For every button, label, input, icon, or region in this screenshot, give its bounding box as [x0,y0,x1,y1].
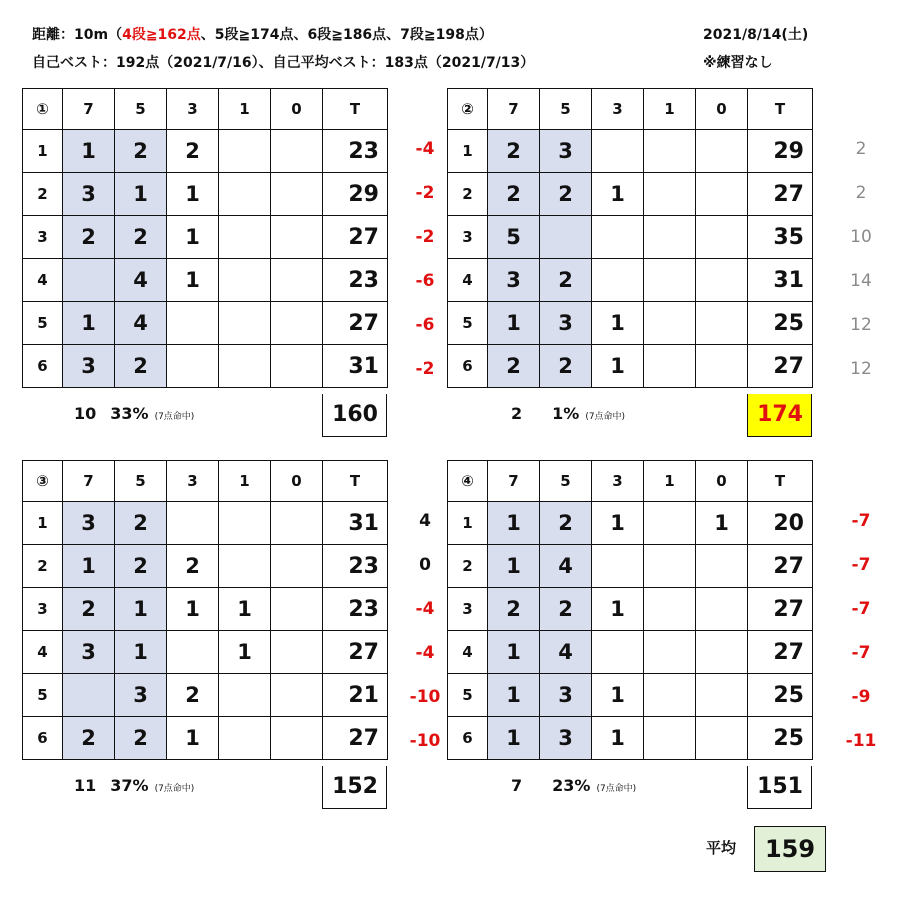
score-cell [696,216,748,259]
round-difference: 12 [850,315,872,335]
table-row [23,588,388,631]
row-total: 27 [748,588,813,631]
score-cell: 5 [488,216,540,259]
score-cell: 4 [115,259,167,302]
round-difference: -7 [851,555,871,575]
score-cell: 1 [696,502,748,545]
header-row [23,89,388,130]
column-header: 1 [219,461,271,502]
round-difference: 0 [419,555,431,575]
hit-note: (7点命中) [585,412,626,422]
score-cell: 1 [115,631,167,674]
row-total: 27 [323,216,388,259]
row-total: 31 [323,502,388,545]
score-cell: 1 [488,502,540,545]
round-difference: -2 [415,227,435,247]
score-cell [167,502,219,545]
score-cell [219,130,271,173]
hit-note: (7点命中) [154,412,195,422]
row-number: 4 [448,259,488,302]
score-cell: 2 [115,502,167,545]
row-number: 3 [23,588,63,631]
column-header: 3 [592,89,644,130]
score-cell [271,345,323,388]
session-total: 160 [322,394,387,437]
score-cell: 1 [115,588,167,631]
score-cell [167,345,219,388]
score-cell: 1 [592,345,644,388]
score-cell: 1 [63,302,115,345]
table-row [23,130,388,173]
score-cell [644,502,696,545]
score-cell: 2 [540,173,592,216]
score-table-3 [22,460,388,760]
score-cell [644,345,696,388]
column-header: 5 [115,89,167,130]
round-difference: 2 [855,183,867,203]
score-cell [167,631,219,674]
row-total: 27 [748,545,813,588]
row-total: 27 [748,631,813,674]
score-cell [644,545,696,588]
score-cell: 1 [63,130,115,173]
row-number: 3 [448,216,488,259]
round-difference: -4 [415,599,435,619]
round-difference: 4 [419,511,431,531]
score-cell: 3 [63,502,115,545]
table-row [448,588,813,631]
round-difference: -7 [851,643,871,663]
score-cell [271,259,323,302]
score-cell: 1 [488,717,540,760]
score-cell: 3 [63,173,115,216]
row-total: 27 [323,717,388,760]
score-cell: 4 [540,545,592,588]
score-cell [219,216,271,259]
score-cell: 2 [167,545,219,588]
score-cell [219,302,271,345]
score-cell [271,588,323,631]
column-header: 7 [488,461,540,502]
session-label: ③ [23,461,63,502]
row-number: 6 [23,717,63,760]
round-difference: -7 [851,599,871,619]
round-difference: -4 [415,139,435,159]
table-row [448,216,813,259]
table-row [448,130,813,173]
round-difference: -4 [415,643,435,663]
score-cell [271,502,323,545]
column-header: 5 [540,461,592,502]
score-cell [219,674,271,717]
row-number: 5 [23,674,63,717]
row-total: 23 [323,588,388,631]
score-cell: 2 [115,216,167,259]
hit-count: 2 [511,404,523,423]
round-difference: -10 [409,687,441,707]
session-total: 152 [322,766,387,809]
score-cell: 3 [540,674,592,717]
score-cell: 1 [592,302,644,345]
score-cell [271,717,323,760]
score-cell [167,302,219,345]
score-cell [696,588,748,631]
row-number: 6 [23,345,63,388]
score-cell: 2 [488,173,540,216]
score-cell [219,345,271,388]
round-difference: -10 [409,731,441,751]
column-header: 7 [488,89,540,130]
row-total: 27 [323,631,388,674]
score-cell [271,631,323,674]
score-cell: 3 [540,302,592,345]
column-header: 5 [115,461,167,502]
table-row [23,173,388,216]
table-row [23,631,388,674]
score-cell [696,631,748,674]
score-cell [592,259,644,302]
score-cell: 1 [63,545,115,588]
session-label: ① [23,89,63,130]
hit-percent: 37% [110,776,149,795]
hit-count: 10 [74,404,97,423]
score-cell [219,259,271,302]
score-cell [696,130,748,173]
score-cell [644,302,696,345]
hit-summary [511,776,636,795]
table-row [23,717,388,760]
row-total: 27 [323,302,388,345]
score-cell [219,502,271,545]
score-cell: 2 [63,717,115,760]
rank4-threshold: 4段≧162点 [122,27,201,43]
hit-summary [74,776,194,795]
column-header: 0 [271,461,323,502]
score-cell [271,545,323,588]
table-row [448,717,813,760]
score-cell: 2 [167,674,219,717]
score-cell: 1 [488,674,540,717]
score-cell [592,216,644,259]
table-row [448,631,813,674]
row-number: 3 [23,216,63,259]
round-difference: 14 [850,271,872,291]
score-cell [644,631,696,674]
hit-note: (7点命中) [596,784,637,794]
row-total: 23 [323,545,388,588]
score-cell: 2 [115,717,167,760]
score-cell: 2 [540,259,592,302]
score-cell [644,216,696,259]
score-cell: 2 [115,130,167,173]
personal-best-line: 自己ベスト：192点（2021/7/16）、自己平均ベスト：183点（2021/7/13） [32,55,535,71]
column-header: 7 [63,461,115,502]
round-difference: 10 [850,227,872,247]
row-number: 6 [448,717,488,760]
row-total: 27 [748,173,813,216]
hit-percent: 1% [552,404,580,423]
header-row [23,461,388,502]
score-cell: 4 [115,302,167,345]
score-cell [271,173,323,216]
row-number: 4 [23,259,63,302]
score-cell [271,302,323,345]
score-cell [644,130,696,173]
score-cell: 2 [63,588,115,631]
header-row [448,89,813,130]
row-number: 5 [23,302,63,345]
column-header: T [323,461,388,502]
average-label: 平均 [706,839,737,857]
row-number: 3 [448,588,488,631]
score-cell: 1 [592,588,644,631]
row-number: 4 [23,631,63,674]
column-header: 3 [167,89,219,130]
score-cell: 2 [167,130,219,173]
score-cell [696,545,748,588]
table-row [448,173,813,216]
column-header: T [748,89,813,130]
session-label: ② [448,89,488,130]
score-cell: 2 [488,588,540,631]
score-cell [271,130,323,173]
row-number: 5 [448,674,488,717]
header-row [448,461,813,502]
column-header: 1 [644,89,696,130]
row-total: 25 [748,674,813,717]
table-row [448,259,813,302]
score-cell: 2 [63,216,115,259]
round-difference: 12 [850,359,872,379]
score-cell [592,545,644,588]
score-cell [696,674,748,717]
column-header: T [323,89,388,130]
score-cell [592,130,644,173]
score-cell [696,173,748,216]
row-total: 31 [323,345,388,388]
score-cell [271,674,323,717]
row-total: 21 [323,674,388,717]
row-total: 29 [748,130,813,173]
row-number: 1 [448,130,488,173]
round-difference: -9 [851,687,871,707]
hit-summary [74,404,194,423]
row-total: 23 [323,259,388,302]
score-cell: 2 [540,345,592,388]
row-number: 1 [23,502,63,545]
score-cell: 1 [219,588,271,631]
score-cell: 1 [488,545,540,588]
session-total: 151 [747,766,812,809]
row-total: 20 [748,502,813,545]
date: 2021/8/14(土) [703,27,809,43]
table-row [448,674,813,717]
score-cell: 2 [540,588,592,631]
table-row [23,502,388,545]
score-cell [592,631,644,674]
row-number: 4 [448,631,488,674]
score-cell: 3 [540,717,592,760]
score-cell [696,345,748,388]
table-row [448,545,813,588]
hit-count: 7 [511,776,523,795]
score-cell: 3 [115,674,167,717]
session-label: ④ [448,461,488,502]
column-header: 3 [167,461,219,502]
table-row [23,545,388,588]
score-cell: 4 [540,631,592,674]
score-cell: 1 [592,502,644,545]
row-total: 23 [323,130,388,173]
column-header: T [748,461,813,502]
row-total: 29 [323,173,388,216]
score-cell: 1 [592,674,644,717]
hit-percent: 23% [552,776,591,795]
score-cell: 1 [167,216,219,259]
score-cell: 3 [63,345,115,388]
score-cell: 1 [167,588,219,631]
round-difference: -2 [415,359,435,379]
round-difference: -2 [415,183,435,203]
round-difference: 2 [855,139,867,159]
row-total: 27 [748,345,813,388]
column-header: 1 [644,461,696,502]
hit-note: (7点命中) [154,784,195,794]
score-cell: 3 [540,130,592,173]
score-cell [696,717,748,760]
round-difference: -6 [415,315,435,335]
table-row [23,345,388,388]
table-row [23,259,388,302]
table-row [23,674,388,717]
score-cell: 1 [219,631,271,674]
session-total: 174 [747,394,812,437]
score-cell: 2 [488,130,540,173]
column-header: 0 [271,89,323,130]
distance-line: 距離：10m（4段≧162点、5段≧174点、6段≧186点、7段≧198点） [32,27,493,43]
score-cell [271,216,323,259]
score-cell [644,173,696,216]
score-cell [644,259,696,302]
score-cell: 1 [115,173,167,216]
column-header: 0 [696,89,748,130]
column-header: 5 [540,89,592,130]
score-cell: 1 [488,302,540,345]
score-cell: 2 [540,502,592,545]
score-cell: 1 [167,173,219,216]
hit-percent: 33% [110,404,149,423]
round-difference: -6 [415,271,435,291]
score-cell: 2 [488,345,540,388]
round-difference: -11 [845,731,877,751]
column-header: 0 [696,461,748,502]
score-cell [696,259,748,302]
score-cell [644,674,696,717]
score-cell [644,588,696,631]
score-cell [696,302,748,345]
score-table-1 [22,88,388,388]
score-cell [63,259,115,302]
score-cell [644,717,696,760]
score-cell [219,545,271,588]
column-header: 3 [592,461,644,502]
score-table-4 [447,460,813,760]
score-cell: 2 [115,545,167,588]
score-cell: 1 [592,717,644,760]
column-header: 1 [219,89,271,130]
column-header: 7 [63,89,115,130]
average-value: 159 [754,826,826,872]
score-cell: 2 [115,345,167,388]
score-cell [63,674,115,717]
table-row [448,345,813,388]
row-total: 25 [748,302,813,345]
score-cell: 3 [488,259,540,302]
hit-count: 11 [74,776,97,795]
score-cell: 1 [488,631,540,674]
table-row [448,502,813,545]
row-total: 25 [748,717,813,760]
score-table-2 [447,88,813,388]
table-row [23,216,388,259]
row-number: 2 [23,173,63,216]
score-cell [219,717,271,760]
practice-note: ※練習なし [703,55,773,71]
round-difference: -7 [851,511,871,531]
row-number: 2 [448,173,488,216]
row-number: 5 [448,302,488,345]
row-total: 35 [748,216,813,259]
row-total: 31 [748,259,813,302]
hit-summary [511,404,625,423]
score-cell: 1 [167,717,219,760]
score-cell: 1 [167,259,219,302]
row-number: 6 [448,345,488,388]
row-number: 1 [23,130,63,173]
score-cell: 3 [63,631,115,674]
score-cell [219,173,271,216]
row-number: 2 [448,545,488,588]
score-cell [540,216,592,259]
table-row [448,302,813,345]
table-row [23,302,388,345]
score-cell: 1 [592,173,644,216]
row-number: 2 [23,545,63,588]
row-number: 1 [448,502,488,545]
